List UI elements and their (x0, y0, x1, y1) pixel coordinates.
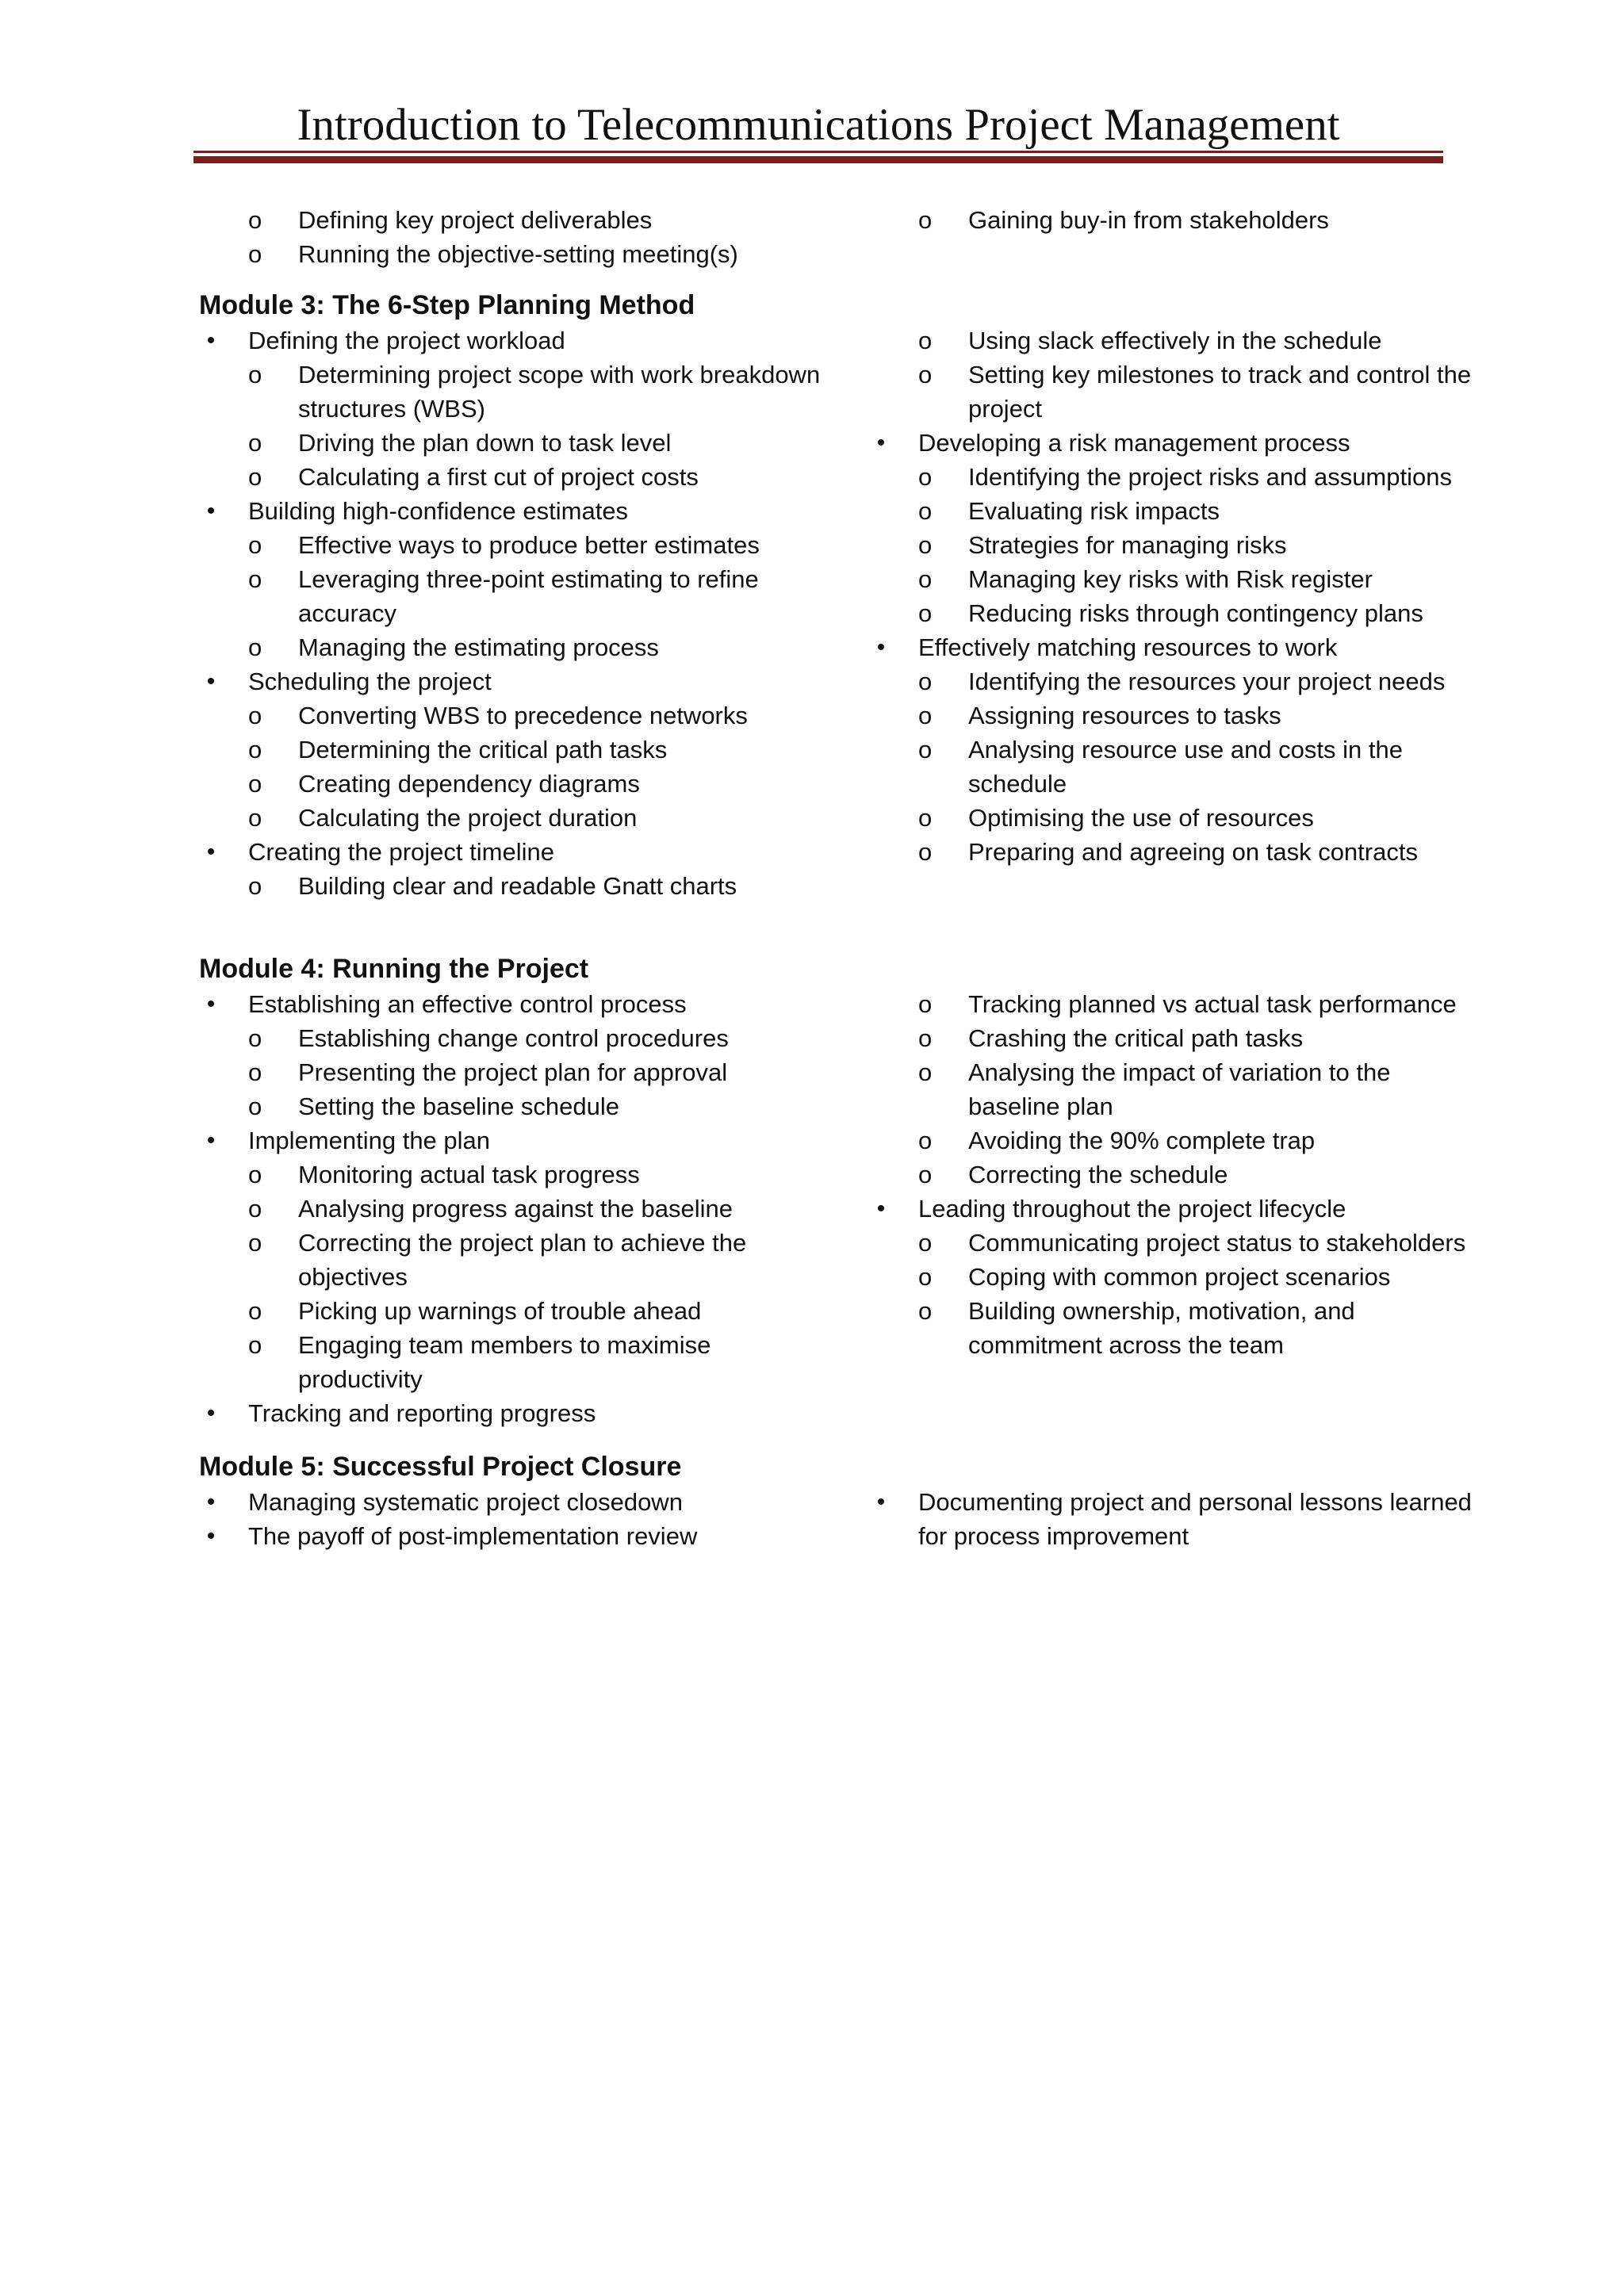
bullet-icon: • (206, 327, 216, 354)
item-text: Tracking and reporting progress (248, 1399, 596, 1427)
circle-bullet-icon: o (918, 565, 933, 593)
circle-bullet-icon: o (248, 1024, 262, 1052)
item-text: Scheduling the project (248, 668, 492, 695)
bullet-item (199, 323, 833, 358)
circle-bullet-icon: o (918, 463, 933, 491)
item-text: Engaging team members to maximise productivity (298, 1331, 711, 1393)
circle-bullet-icon: o (918, 1161, 933, 1188)
circle-bullet-icon: o (918, 327, 933, 354)
item-text: Effectively matching resources to work (918, 633, 1338, 661)
circle-bullet-icon: o (918, 990, 933, 1018)
circle-bullet-icon: o (918, 804, 933, 832)
circle-bullet-icon: o (918, 497, 933, 525)
item-text: Determining project scope with work breakdown structures (WBS) (298, 361, 821, 423)
item-text: Preparing and agreeing on task contracts (968, 838, 1418, 866)
item-text: Communicating project status to stakeholders (968, 1229, 1466, 1257)
item-text: The payoff of post-implementation review (248, 1522, 698, 1550)
sub-bullet-item (869, 1226, 1472, 1260)
sub-bullet-item (199, 203, 833, 237)
bullet-icon: • (206, 498, 216, 524)
item-text: Calculating the project duration (298, 804, 638, 832)
circle-bullet-icon: o (248, 804, 262, 832)
circle-bullet-icon: o (248, 702, 262, 729)
bullet-item (869, 426, 1472, 460)
bullet-icon: • (876, 430, 886, 456)
sub-bullet-item (199, 528, 833, 562)
bullet-icon: • (876, 634, 886, 660)
left-column (199, 203, 833, 271)
item-text: Determining the critical path tasks (298, 736, 668, 763)
item-text: Gaining buy-in from stakeholders (968, 206, 1329, 234)
bullet-icon: • (206, 668, 216, 695)
item-text: Driving the plan down to task level (298, 429, 672, 457)
sub-bullet-item (869, 596, 1472, 630)
circle-bullet-icon: o (248, 633, 262, 661)
item-text: Avoiding the 90% complete trap (968, 1127, 1316, 1154)
item-text: Evaluating risk impacts (968, 497, 1220, 525)
sub-bullet-item (869, 801, 1472, 835)
item-text: Managing systematic project closedown (248, 1488, 683, 1516)
title-rule-thin (193, 151, 1443, 153)
sub-bullet-item (199, 460, 833, 494)
bullet-item (199, 494, 833, 528)
sub-bullet-item (199, 1226, 833, 1294)
circle-bullet-icon: o (248, 1297, 262, 1325)
sub-bullet-item (869, 987, 1472, 1021)
bullet-icon: • (876, 1489, 886, 1515)
bullet-item (199, 987, 833, 1021)
bullet-item (199, 1485, 833, 1519)
circle-bullet-icon: o (918, 599, 933, 627)
item-text: Running the objective-setting meeting(s) (298, 240, 738, 268)
sub-bullet-item (869, 460, 1472, 494)
item-text: Building high-confidence estimates (248, 497, 629, 525)
sub-bullet-item (199, 733, 833, 767)
item-text: Crashing the critical path tasks (968, 1024, 1304, 1052)
item-text: Building ownership, motivation, and commitment across the team (968, 1297, 1355, 1359)
item-text: Defining the project workload (248, 327, 565, 354)
bullet-item (199, 1123, 833, 1158)
right-column (869, 987, 1472, 1362)
item-text: Tracking planned vs actual task performance (968, 990, 1457, 1018)
bullet-icon: • (206, 1127, 216, 1154)
item-text: Defining key project deliverables (298, 206, 653, 234)
item-text: Analysing the impact of variation to the baseline plan (968, 1058, 1391, 1120)
item-text: Correcting the schedule (968, 1161, 1228, 1188)
circle-bullet-icon: o (918, 1229, 933, 1257)
sub-bullet-item (869, 1021, 1472, 1055)
bullet-icon: • (206, 1489, 216, 1515)
bullet-icon: • (206, 839, 216, 865)
module-heading: Module 5: Successful Project Closure (199, 1452, 682, 1482)
item-text: Picking up warnings of trouble ahead (298, 1297, 702, 1325)
bullet-icon: • (206, 1523, 216, 1549)
sub-bullet-item (199, 1089, 833, 1123)
circle-bullet-icon: o (918, 531, 933, 559)
circle-bullet-icon: o (918, 1263, 933, 1291)
item-text: Setting the baseline schedule (298, 1093, 620, 1120)
circle-bullet-icon: o (918, 1127, 933, 1154)
sub-bullet-item (199, 801, 833, 835)
item-text: Establishing change control procedures (298, 1024, 729, 1052)
item-text: Developing a risk management process (918, 429, 1350, 457)
sub-bullet-item (199, 1192, 833, 1226)
sub-bullet-item (869, 323, 1472, 358)
title-rule-thick (193, 156, 1443, 163)
circle-bullet-icon: o (248, 565, 262, 593)
left-column (199, 987, 833, 1430)
sub-bullet-item (869, 698, 1472, 733)
item-text: Managing the estimating process (298, 633, 659, 661)
item-text: Analysing resource use and costs in the schedule (968, 736, 1403, 798)
circle-bullet-icon: o (248, 1093, 262, 1120)
circle-bullet-icon: o (918, 736, 933, 763)
right-column (869, 1485, 1472, 1553)
circle-bullet-icon: o (918, 206, 933, 234)
circle-bullet-icon: o (248, 872, 262, 900)
left-column (199, 1485, 833, 1553)
circle-bullet-icon: o (248, 736, 262, 763)
sub-bullet-item (199, 630, 833, 664)
item-text: Coping with common project scenarios (968, 1263, 1391, 1291)
sub-bullet-item (199, 869, 833, 903)
circle-bullet-icon: o (248, 531, 262, 559)
right-column (869, 203, 1472, 237)
item-text: Documenting project and personal lessons learned for process improvement (918, 1488, 1472, 1550)
circle-bullet-icon: o (918, 361, 933, 388)
sub-bullet-item (199, 767, 833, 801)
bullet-icon: • (876, 1196, 886, 1222)
item-text: Calculating a first cut of project costs (298, 463, 699, 491)
right-column (869, 323, 1472, 869)
sub-bullet-item (869, 1294, 1472, 1362)
sub-bullet-item (869, 733, 1472, 801)
item-text: Monitoring actual task progress (298, 1161, 640, 1188)
sub-bullet-item (869, 664, 1472, 698)
circle-bullet-icon: o (918, 668, 933, 695)
circle-bullet-icon: o (248, 1195, 262, 1223)
sub-bullet-item (199, 698, 833, 733)
sub-bullet-item (869, 1158, 1472, 1192)
item-text: Creating the project timeline (248, 838, 554, 866)
sub-bullet-item (199, 562, 833, 630)
bullet-item (199, 835, 833, 869)
sub-bullet-item (869, 1123, 1472, 1158)
circle-bullet-icon: o (248, 206, 262, 234)
module-heading: Module 3: The 6-Step Planning Method (199, 290, 695, 320)
item-text: Optimising the use of resources (968, 804, 1314, 832)
sub-bullet-item (869, 562, 1472, 596)
item-text: Setting key milestones to track and control the project (968, 361, 1472, 423)
bullet-item (199, 664, 833, 698)
sub-bullet-item (199, 237, 833, 271)
circle-bullet-icon: o (918, 1058, 933, 1086)
sub-bullet-item (199, 1021, 833, 1055)
item-text: Leading throughout the project lifecycle (918, 1195, 1346, 1223)
bullet-item (199, 1519, 833, 1553)
bullet-icon: • (206, 1400, 216, 1426)
sub-bullet-item (199, 1328, 833, 1396)
circle-bullet-icon: o (918, 1297, 933, 1325)
left-column (199, 323, 833, 903)
circle-bullet-icon: o (248, 361, 262, 388)
circle-bullet-icon: o (248, 429, 262, 457)
circle-bullet-icon: o (248, 1229, 262, 1257)
item-text: Assigning resources to tasks (968, 702, 1281, 729)
bullet-item (869, 1485, 1472, 1553)
page-title: Introduction to Telecommunications Project Management (297, 100, 1340, 150)
module-heading: Module 4: Running the Project (199, 954, 589, 984)
sub-bullet-item (199, 426, 833, 460)
sub-bullet-item (199, 1055, 833, 1089)
item-text: Leveraging three-point estimating to refine accuracy (298, 565, 759, 627)
item-text: Analysing progress against the baseline (298, 1195, 733, 1223)
item-text: Presenting the project plan for approval (298, 1058, 728, 1086)
bullet-icon: • (206, 991, 216, 1017)
sub-bullet-item (869, 358, 1472, 426)
circle-bullet-icon: o (248, 1331, 262, 1359)
sub-bullet-item (869, 1055, 1472, 1123)
sub-bullet-item (199, 1158, 833, 1192)
item-text: Establishing an effective control process (248, 990, 687, 1018)
item-text: Managing key risks with Risk register (968, 565, 1373, 593)
item-text: Identifying the resources your project needs (968, 668, 1446, 695)
sub-bullet-item (869, 1260, 1472, 1294)
sub-bullet-item (199, 1294, 833, 1328)
item-text: Building clear and readable Gnatt charts (298, 872, 737, 900)
sub-bullet-item (869, 203, 1472, 237)
bullet-item (869, 1192, 1472, 1226)
item-text: Reducing risks through contingency plans (968, 599, 1423, 627)
item-text: Correcting the project plan to achieve the objectives (298, 1229, 747, 1291)
circle-bullet-icon: o (248, 770, 262, 798)
sub-bullet-item (869, 494, 1472, 528)
item-text: Using slack effectively in the schedule (968, 327, 1382, 354)
item-text: Strategies for managing risks (968, 531, 1287, 559)
item-text: Creating dependency diagrams (298, 770, 640, 798)
circle-bullet-icon: o (248, 463, 262, 491)
sub-bullet-item (869, 528, 1472, 562)
item-text: Converting WBS to precedence networks (298, 702, 748, 729)
item-text: Effective ways to produce better estimates (298, 531, 760, 559)
circle-bullet-icon: o (248, 1058, 262, 1086)
sub-bullet-item (199, 358, 833, 426)
circle-bullet-icon: o (248, 1161, 262, 1188)
bullet-item (199, 1396, 833, 1430)
circle-bullet-icon: o (918, 1024, 933, 1052)
sub-bullet-item (869, 835, 1472, 869)
circle-bullet-icon: o (918, 838, 933, 866)
item-text: Implementing the plan (248, 1127, 491, 1154)
circle-bullet-icon: o (918, 702, 933, 729)
bullet-item (869, 630, 1472, 664)
item-text: Identifying the project risks and assumptions (968, 463, 1452, 491)
circle-bullet-icon: o (248, 240, 262, 268)
